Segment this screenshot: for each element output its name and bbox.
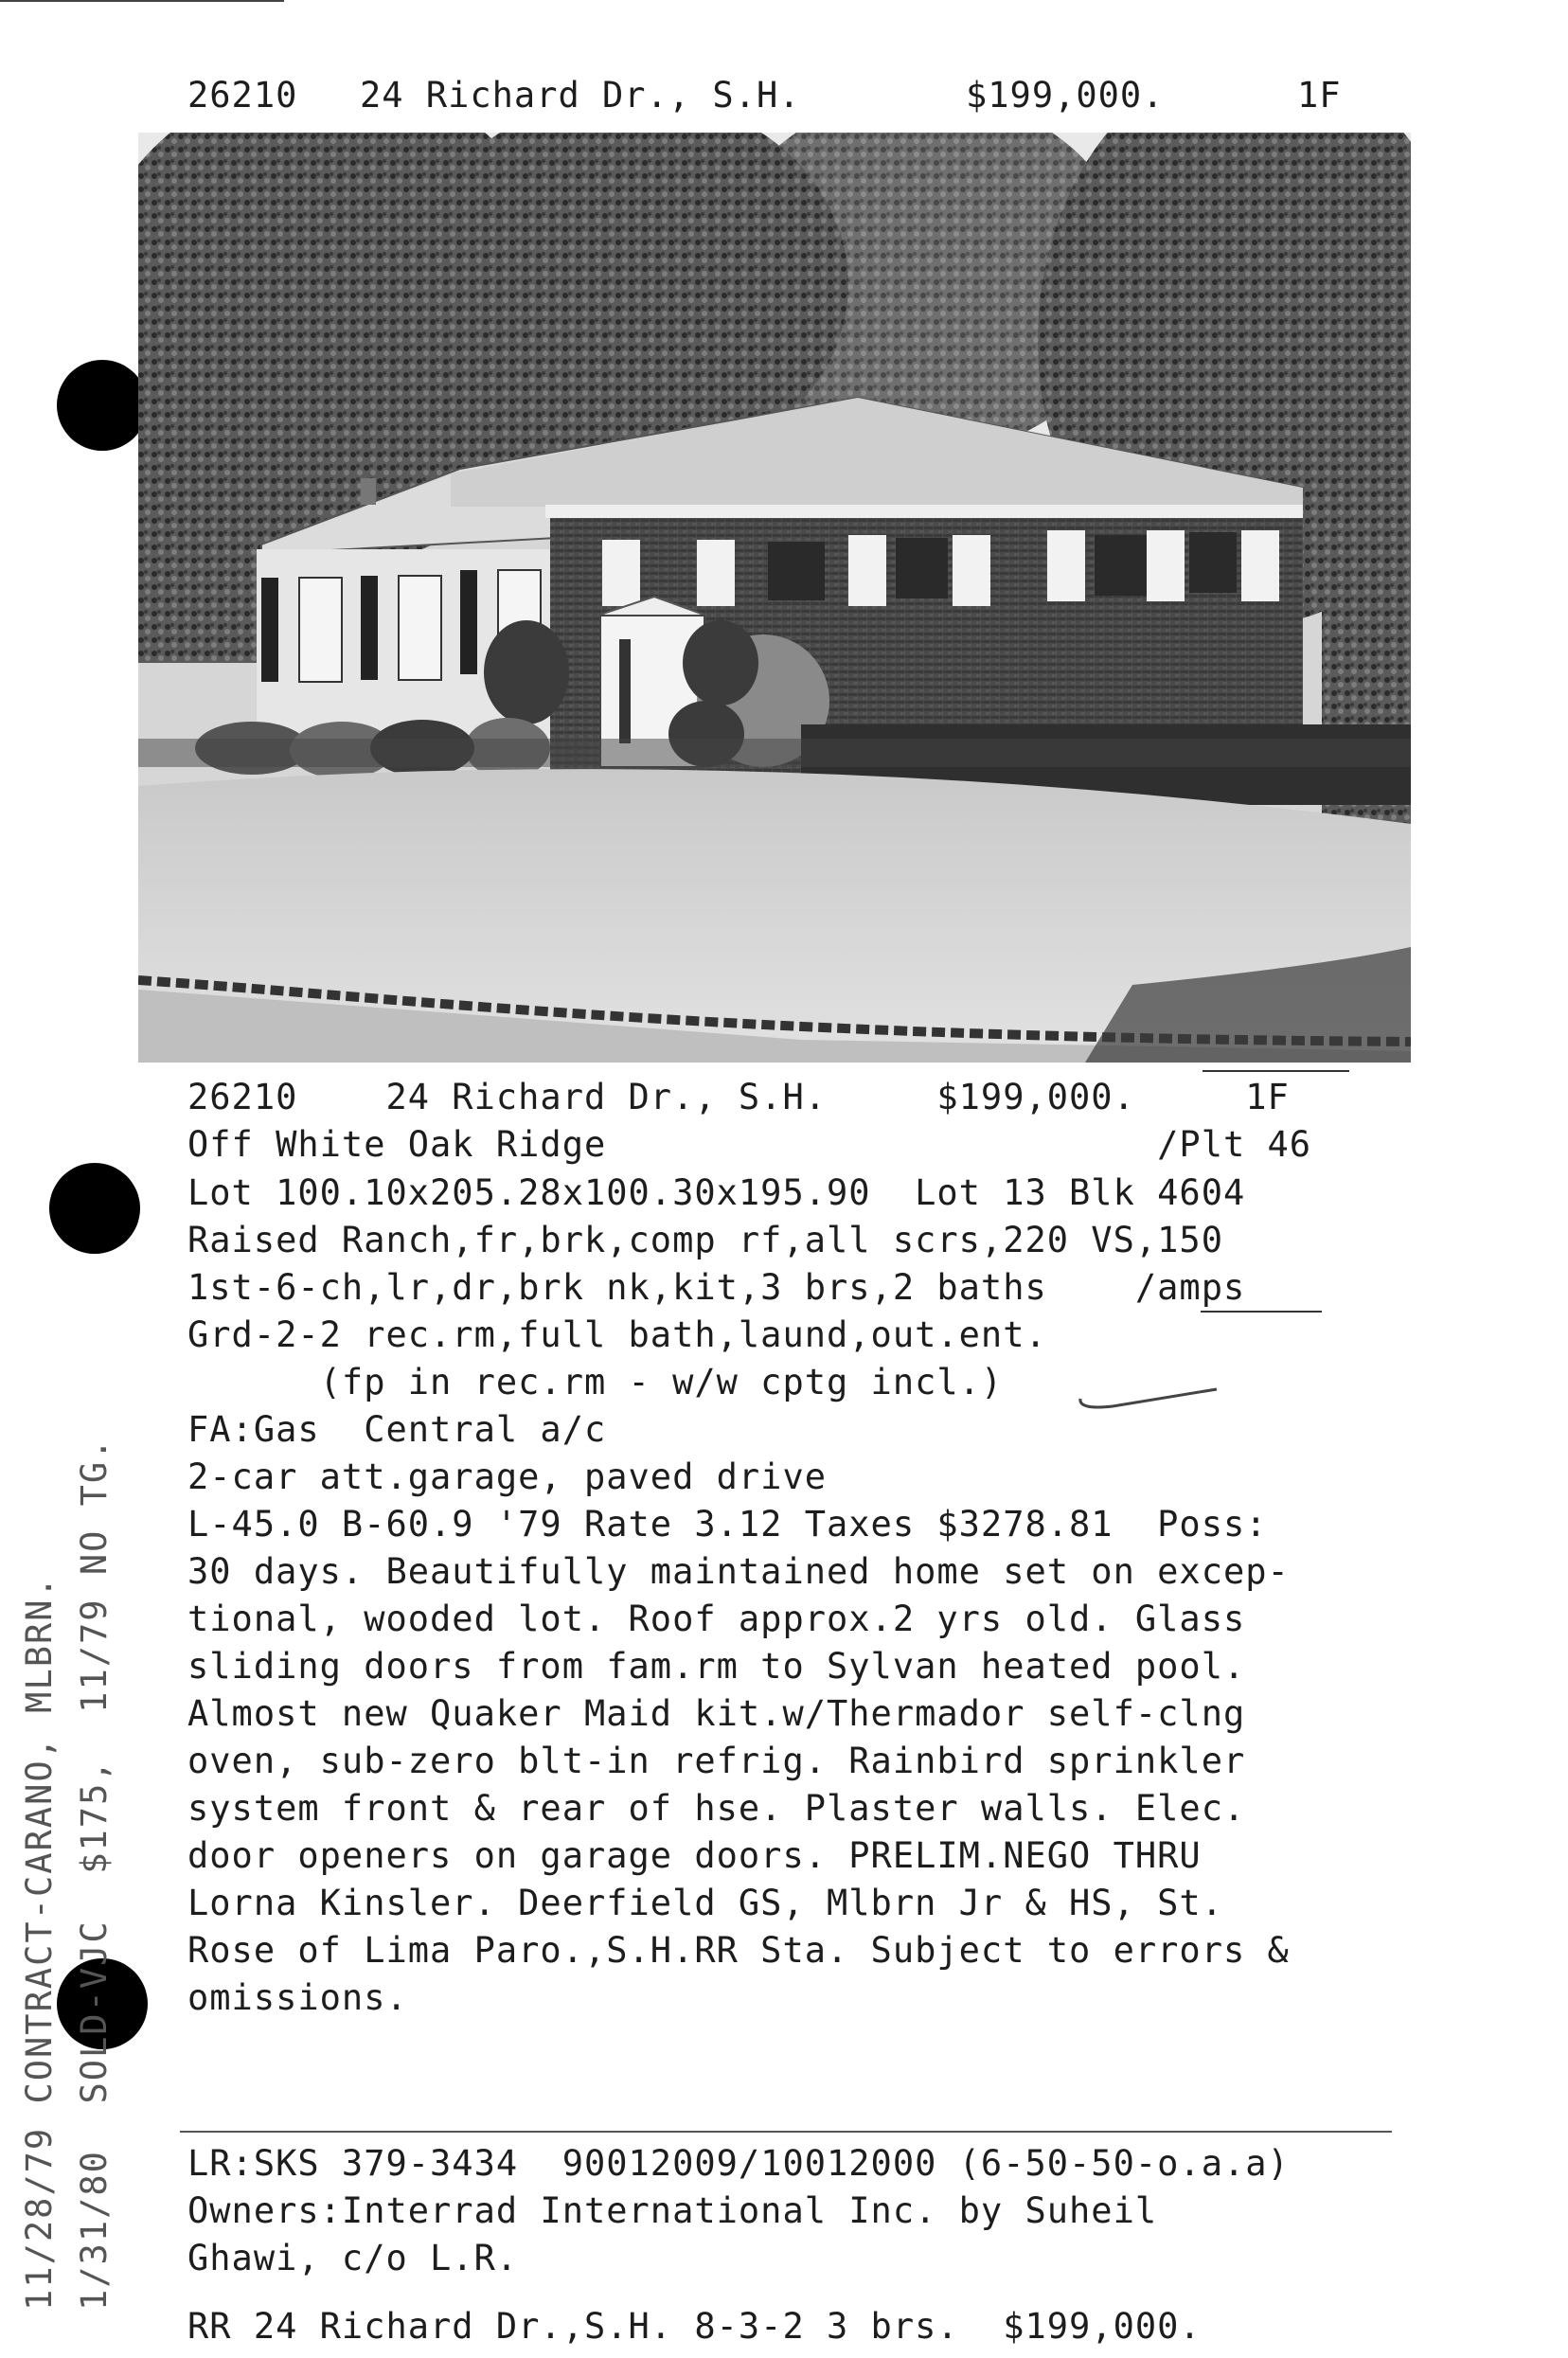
listing-line-11: 30 days. Beautifully maintained home set on excep- (187, 1551, 1290, 1592)
listing-line-19: Rose of Lima Paro.,S.H.RR Sta. Subject to errors & (187, 1930, 1290, 1971)
footer-divider (180, 2131, 1392, 2133)
listing-line-10: L-45.0 B-60.9 '79 Rate 3.12 Taxes $3278.81 Poss: (187, 1504, 1268, 1545)
house-photo (138, 133, 1411, 1063)
card-price: $199,000. (966, 75, 1165, 116)
footer-line-2: Owners:Interrad International Inc. by Suheil (187, 2190, 1158, 2231)
listing-line-12: tional, wooded lot. Roof approx.2 yrs old. Glass (187, 1599, 1246, 1639)
listing-line-7: (fp in rec.rm - w/w cptg incl.) (187, 1362, 1004, 1402)
pencil-mark (1075, 1378, 1226, 1416)
card-address: 24 Richard Dr., S.H. (360, 75, 801, 116)
card-number: 26210 (187, 75, 298, 116)
listing-line-3: Lot 100.10x205.28x100.30x195.90 Lot 13 Blk 4604 (187, 1172, 1246, 1213)
amps-underline (1201, 1311, 1322, 1313)
listing-line-5: 1st-6-ch,lr,dr,brk nk,kit,3 brs,2 baths /amps (187, 1267, 1246, 1308)
binder-hole-middle (49, 1163, 140, 1254)
listing-line-13: sliding doors from fam.rm to Sylvan heated pool. (187, 1646, 1246, 1687)
listing-line-15: oven, sub-zero blt-in refrig. Rainbird sprinkler (187, 1741, 1246, 1781)
footer-line-3: Ghawi, c/o L.R. (187, 2238, 519, 2278)
listing-line-9: 2-car att.garage, paved drive (187, 1456, 828, 1497)
listing-line-8: FA:Gas Central a/c (187, 1409, 607, 1450)
margin-note-sold: 1/31/80 SOLD-VJC $175, 11/79 NO TG. (74, 1437, 115, 2311)
listing-line-18: Lorna Kinsler. Deerfield GS, Mlbrn Jr & HS, St. (187, 1883, 1223, 1923)
listing-line-2: Off White Oak Ridge /Plt 46 (187, 1124, 1312, 1165)
footer-line-1: LR:SKS 379-3434 90012009/10012000 (6-50-50-o.a.a) (187, 2143, 1290, 2184)
listing-line-1: 26210 24 Richard Dr., S.H. $199,000. 1F (187, 1077, 1290, 1117)
listing-line-20: omissions. (187, 1977, 408, 2018)
listing-line-16: system front & rear of hse. Plaster walls. Elec. (187, 1788, 1246, 1829)
margin-note-contract: 11/28/79 CONTRACT-CARANO, MLBRN. (19, 1575, 60, 2311)
code-underline (1203, 1070, 1349, 1072)
card-top-edge (0, 0, 284, 2)
listing-line-14: Almost new Quaker Maid kit.w/Thermador self-clng (187, 1693, 1246, 1734)
binder-hole-top (57, 360, 148, 451)
card-code: 1F (1297, 75, 1342, 116)
footer-line-4: RR 24 Richard Dr.,S.H. 8-3-2 3 brs. $199,000. (187, 2306, 1202, 2347)
listing-line-6: Grd-2-2 rec.rm,full bath,laund,out.ent. (187, 1314, 1047, 1355)
listing-line-4: Raised Ranch,fr,brk,comp rf,all scrs,220 VS,150 (187, 1220, 1223, 1260)
listing-line-17: door openers on garage doors. PRELIM.NEGO THRU (187, 1835, 1202, 1876)
